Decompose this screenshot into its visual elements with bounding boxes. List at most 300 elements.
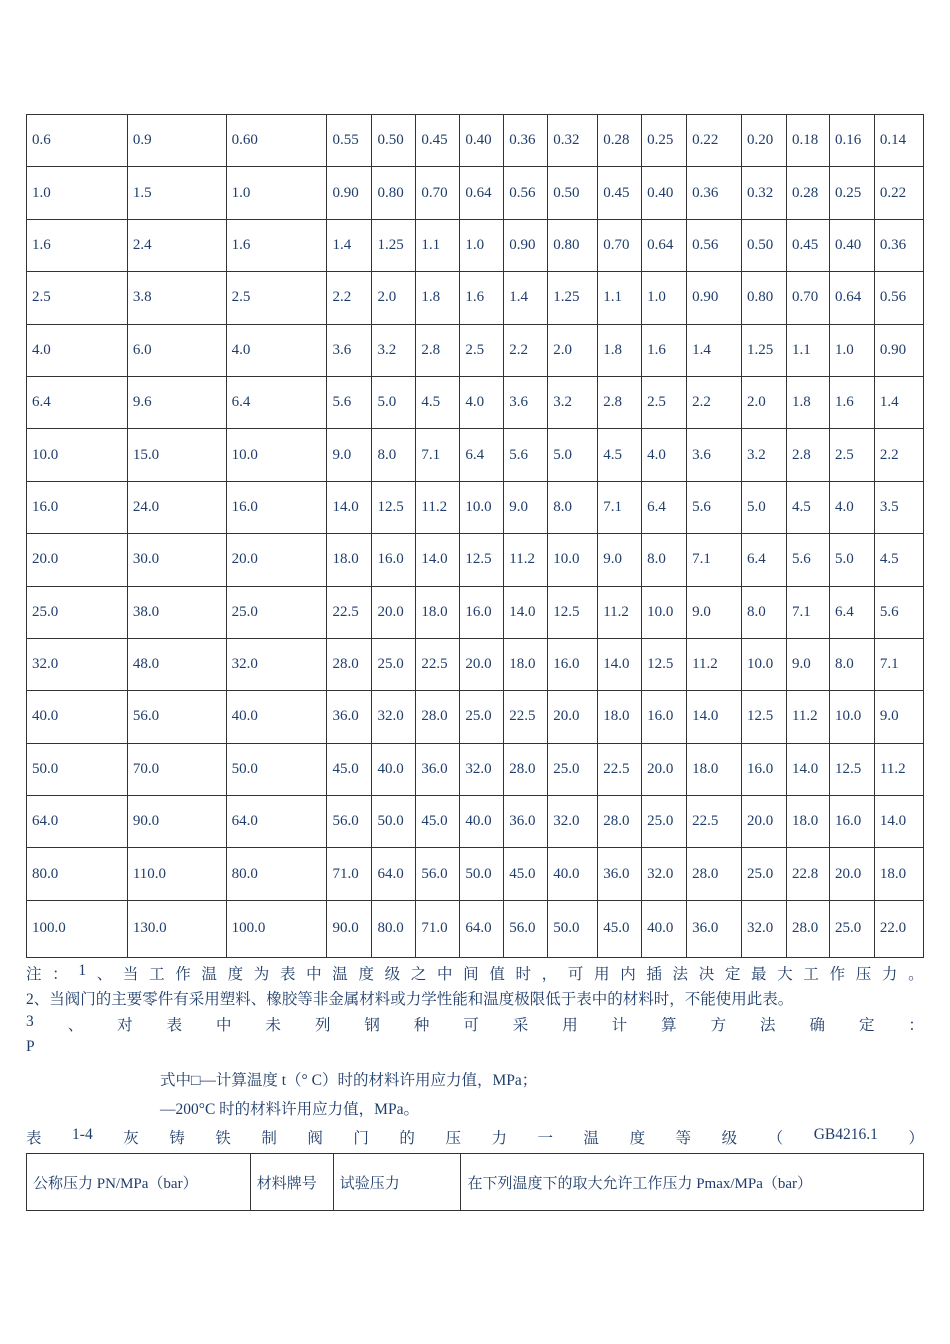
table-cell: 28.0 bbox=[687, 848, 742, 900]
table-cell: 5.0 bbox=[548, 429, 598, 481]
table-cell: 16.0 bbox=[829, 796, 874, 848]
table-cell: 25.0 bbox=[742, 848, 787, 900]
table-cell: 5.6 bbox=[874, 586, 923, 638]
text-segment: 一 bbox=[537, 1130, 554, 1147]
text-segment: 的 bbox=[399, 1130, 415, 1147]
table-cell: 28.0 bbox=[598, 796, 642, 848]
table-cell: 36.0 bbox=[327, 691, 372, 743]
table-row bbox=[27, 743, 924, 795]
text-segment: 度 bbox=[358, 966, 374, 983]
table-cell: 32.0 bbox=[548, 796, 598, 848]
table-cell: 40.0 bbox=[372, 743, 416, 795]
table-cell: 1.1 bbox=[598, 272, 642, 324]
table-cell: 28.0 bbox=[504, 743, 548, 795]
table-cell: 0.25 bbox=[829, 167, 874, 219]
table-cell: 6.4 bbox=[642, 481, 687, 533]
text-segment: 可 bbox=[463, 1017, 479, 1034]
table-cell: 0.56 bbox=[874, 272, 923, 324]
table-cell: 1.4 bbox=[687, 324, 742, 376]
table-cell: 12.5 bbox=[372, 481, 416, 533]
table-cell: 2.8 bbox=[416, 324, 460, 376]
table-cell: 0.28 bbox=[786, 167, 829, 219]
table-cell: 18.0 bbox=[327, 534, 372, 586]
table-cell: 4.5 bbox=[416, 376, 460, 428]
table-cell: 0.56 bbox=[504, 167, 548, 219]
text-segment: 时 bbox=[515, 966, 532, 983]
table-row bbox=[27, 167, 924, 219]
table-cell: 7.1 bbox=[786, 586, 829, 638]
table-cell: 10.0 bbox=[829, 691, 874, 743]
table-cell: 5.6 bbox=[687, 481, 742, 533]
text-segment: 列 bbox=[314, 1017, 331, 1034]
table-row bbox=[27, 848, 924, 900]
table-cell: 45.0 bbox=[327, 743, 372, 795]
text-segment: 铸 bbox=[169, 1130, 185, 1147]
table-cell: 0.80 bbox=[372, 167, 416, 219]
pressure-temperature-table bbox=[26, 114, 924, 958]
table-cell: 16.0 bbox=[226, 481, 327, 533]
table-cell: 16.0 bbox=[27, 481, 128, 533]
note-3 bbox=[26, 1013, 924, 1035]
table-cell: 28.0 bbox=[327, 638, 372, 690]
table-cell: 40.0 bbox=[642, 900, 687, 957]
table-cell: 5.6 bbox=[504, 429, 548, 481]
formula-line-2: —200°C 时的材料许用应力值，MPa。 bbox=[160, 1101, 419, 1118]
table-cell: 2.2 bbox=[327, 272, 372, 324]
text-segment: 3 bbox=[26, 1013, 34, 1030]
text-segment: 定 bbox=[724, 966, 741, 983]
text-segment: 决 bbox=[698, 966, 715, 983]
table-cell: 0.55 bbox=[327, 115, 372, 167]
table-cell: 14.0 bbox=[786, 743, 829, 795]
table-cell: 9.0 bbox=[598, 534, 642, 586]
text-segment: ） bbox=[908, 1130, 924, 1147]
text-segment: 注 bbox=[26, 966, 42, 983]
table-cell: 4.0 bbox=[829, 481, 874, 533]
table-cell: 50.0 bbox=[226, 743, 327, 795]
table-cell: 0.90 bbox=[327, 167, 372, 219]
text-segment: 阀 bbox=[307, 1130, 323, 1147]
text-segment: GB4216.1 bbox=[813, 1126, 878, 1143]
table-cell: 32.0 bbox=[27, 638, 128, 690]
text-segment: 1-4 bbox=[72, 1126, 93, 1143]
text-segment: 值 bbox=[489, 966, 505, 983]
table-cell: 3.6 bbox=[327, 324, 372, 376]
table-cell: 9.0 bbox=[687, 586, 742, 638]
table-cell: 2.5 bbox=[829, 429, 874, 481]
table-cell: 40.0 bbox=[548, 848, 598, 900]
table-row bbox=[27, 796, 924, 848]
table-cell: 1.0 bbox=[642, 272, 687, 324]
table-cell: 10.0 bbox=[27, 429, 128, 481]
table-cell: 56.0 bbox=[416, 848, 460, 900]
table-cell: 11.2 bbox=[874, 743, 923, 795]
table-cell: 0.22 bbox=[874, 167, 923, 219]
table-cell: 0.14 bbox=[874, 115, 923, 167]
table-cell: 50.0 bbox=[27, 743, 128, 795]
table-cell: 4.5 bbox=[598, 429, 642, 481]
table-cell: 12.5 bbox=[642, 638, 687, 690]
table-cell: 0.45 bbox=[598, 167, 642, 219]
table-cell: 15.0 bbox=[127, 429, 226, 481]
formula-line-1: 式中□—计算温度 t（° C）时的材料许用应力值，MPa； bbox=[160, 1072, 538, 1089]
table-cell: 1.6 bbox=[226, 219, 327, 271]
table-cell: 1.6 bbox=[460, 272, 504, 324]
text-segment: （ bbox=[767, 1130, 784, 1147]
table-cell: 130.0 bbox=[127, 900, 226, 957]
text-segment: 力 bbox=[881, 966, 898, 983]
text-segment: 表 bbox=[166, 1017, 183, 1034]
table-cell: 25.0 bbox=[372, 638, 416, 690]
table-cell: 64.0 bbox=[27, 796, 128, 848]
table-cell: 5.0 bbox=[829, 534, 874, 586]
table-cell: 1.4 bbox=[504, 272, 548, 324]
text-segment: 大 bbox=[777, 966, 793, 983]
table-cell: 25.0 bbox=[27, 586, 128, 638]
table-cell: 1.6 bbox=[642, 324, 687, 376]
table-cell: 50.0 bbox=[548, 900, 598, 957]
table-cell: 11.2 bbox=[504, 534, 548, 586]
text-segment: 度 bbox=[629, 1130, 646, 1147]
table-cell: 16.0 bbox=[548, 638, 598, 690]
text-segment: 温 bbox=[332, 966, 348, 983]
table-cell: 71.0 bbox=[416, 900, 460, 957]
text-segment: 方 bbox=[710, 1017, 727, 1034]
table-cell: 10.0 bbox=[548, 534, 598, 586]
table-cell: 2.5 bbox=[642, 376, 687, 428]
table-row bbox=[27, 691, 924, 743]
text-segment: 门 bbox=[353, 1130, 369, 1147]
table-cell: 11.2 bbox=[598, 586, 642, 638]
text-segment: 。 bbox=[908, 966, 924, 983]
text-segment: 表 bbox=[26, 1130, 42, 1147]
table-cell: 25.0 bbox=[460, 691, 504, 743]
header-test-pressure: 试验压力 bbox=[333, 1154, 461, 1211]
table-cell: 1.0 bbox=[226, 167, 327, 219]
text-segment: 间 bbox=[463, 966, 479, 983]
text-segment: 之 bbox=[410, 966, 427, 983]
table-cell: 0.36 bbox=[687, 167, 742, 219]
text-segment: 级 bbox=[721, 1130, 738, 1147]
table-cell: 14.0 bbox=[874, 796, 923, 848]
text-segment: 铁 bbox=[215, 1130, 231, 1147]
table-cell: 2.8 bbox=[598, 376, 642, 428]
table-cell: 0.9 bbox=[127, 115, 226, 167]
table-cell: 0.90 bbox=[874, 324, 923, 376]
table-cell: 0.20 bbox=[742, 115, 787, 167]
table-cell: 38.0 bbox=[127, 586, 226, 638]
table-cell: 2.0 bbox=[372, 272, 416, 324]
table-cell: 28.0 bbox=[786, 900, 829, 957]
table-cell: 1.4 bbox=[327, 219, 372, 271]
table-cell: 7.1 bbox=[687, 534, 742, 586]
text-segment: 确 bbox=[809, 1017, 825, 1034]
text-segment: 用 bbox=[562, 1017, 578, 1034]
table-cell: 0.90 bbox=[504, 219, 548, 271]
table-cell: 0.22 bbox=[687, 115, 742, 167]
table-cell: 70.0 bbox=[127, 743, 226, 795]
table-cell: 0.64 bbox=[642, 219, 687, 271]
table-cell: 0.6 bbox=[27, 115, 128, 167]
table-cell: 1.0 bbox=[829, 324, 874, 376]
table-cell: 90.0 bbox=[127, 796, 226, 848]
table-cell: 0.36 bbox=[504, 115, 548, 167]
text-segment: 、 bbox=[67, 1017, 84, 1034]
table-cell: 3.2 bbox=[548, 376, 598, 428]
table-cell: 4.0 bbox=[27, 324, 128, 376]
table-cell: 36.0 bbox=[687, 900, 742, 957]
text-segment: 中 bbox=[306, 966, 322, 983]
text-segment: 定 bbox=[858, 1017, 875, 1034]
table-cell: 0.56 bbox=[687, 219, 742, 271]
table-cell: 10.0 bbox=[460, 481, 504, 533]
table-cell: 1.8 bbox=[598, 324, 642, 376]
table-row bbox=[27, 900, 924, 957]
table-cell: 20.0 bbox=[829, 848, 874, 900]
table-cell: 20.0 bbox=[460, 638, 504, 690]
table-cell: 36.0 bbox=[416, 743, 460, 795]
table-row bbox=[27, 534, 924, 586]
text-segment: 为 bbox=[253, 966, 270, 983]
table-cell: 10.0 bbox=[226, 429, 327, 481]
table-cell: 5.6 bbox=[786, 534, 829, 586]
table-cell: 2.4 bbox=[127, 219, 226, 271]
table-cell: 4.5 bbox=[786, 481, 829, 533]
table-cell: 12.5 bbox=[548, 586, 598, 638]
table-cell: 3.6 bbox=[687, 429, 742, 481]
gray-iron-header-table bbox=[26, 1153, 924, 1211]
table-cell: 14.0 bbox=[327, 481, 372, 533]
header-row bbox=[27, 1154, 924, 1211]
text-segment: 未 bbox=[265, 1017, 282, 1034]
text-segment: 表 bbox=[279, 966, 296, 983]
table-row bbox=[27, 586, 924, 638]
table-cell: 56.0 bbox=[327, 796, 372, 848]
table-cell: 18.0 bbox=[874, 848, 923, 900]
table-cell: 9.0 bbox=[874, 691, 923, 743]
table-cell: 4.0 bbox=[642, 429, 687, 481]
note-1 bbox=[26, 962, 924, 984]
table-cell: 12.5 bbox=[460, 534, 504, 586]
table-cell: 0.50 bbox=[548, 167, 598, 219]
table-cell: 7.1 bbox=[874, 638, 923, 690]
text-segment: 力 bbox=[491, 1130, 507, 1147]
table-cell: 22.5 bbox=[687, 796, 742, 848]
table-cell: 0.25 bbox=[642, 115, 687, 167]
table-cell: 32.0 bbox=[742, 900, 787, 957]
text-segment: 算 bbox=[661, 1017, 677, 1034]
table-cell: 1.1 bbox=[416, 219, 460, 271]
table-cell: 0.45 bbox=[786, 219, 829, 271]
note-3-formula-p: P bbox=[26, 1038, 35, 1055]
table-cell: 45.0 bbox=[416, 796, 460, 848]
table-cell: 10.0 bbox=[642, 586, 687, 638]
table-cell: 2.0 bbox=[742, 376, 787, 428]
table-cell: 5.0 bbox=[742, 481, 787, 533]
text-segment: 最 bbox=[751, 966, 767, 983]
table-cell: 3.8 bbox=[127, 272, 226, 324]
table-cell: 64.0 bbox=[372, 848, 416, 900]
table-cell: 100.0 bbox=[27, 900, 128, 957]
header-material-grade: 材料牌号 bbox=[250, 1154, 333, 1211]
table-cell: 11.2 bbox=[786, 691, 829, 743]
table-row bbox=[27, 638, 924, 690]
table-cell: 6.4 bbox=[27, 376, 128, 428]
table-cell: 6.4 bbox=[226, 376, 327, 428]
text-segment: 工 bbox=[149, 966, 165, 983]
table-cell: 5.0 bbox=[372, 376, 416, 428]
table-cell: 1.6 bbox=[27, 219, 128, 271]
table-row bbox=[27, 376, 924, 428]
table-cell: 71.0 bbox=[327, 848, 372, 900]
table-cell: 11.2 bbox=[416, 481, 460, 533]
table-cell: 1.25 bbox=[548, 272, 598, 324]
table-cell: 56.0 bbox=[504, 900, 548, 957]
table-cell: 45.0 bbox=[598, 900, 642, 957]
table-cell: 20.0 bbox=[372, 586, 416, 638]
note-2: 2、当阀门的主要零件有采用塑料、橡胶等非金属材料或力学性能和温度极限低于表中的材料时，不能使用此表。 bbox=[26, 991, 794, 1008]
table-cell: 0.32 bbox=[548, 115, 598, 167]
table-cell: 6.4 bbox=[742, 534, 787, 586]
table-cell: 1.8 bbox=[786, 376, 829, 428]
text-segment: 可 bbox=[567, 966, 584, 983]
table-cell: 40.0 bbox=[27, 691, 128, 743]
table-cell: 64.0 bbox=[226, 796, 327, 848]
table-cell: 4.0 bbox=[460, 376, 504, 428]
table-cell: 90.0 bbox=[327, 900, 372, 957]
text-segment: 级 bbox=[384, 966, 401, 983]
table-cell: 80.0 bbox=[27, 848, 128, 900]
text-segment: 计 bbox=[611, 1017, 628, 1034]
table-cell: 0.70 bbox=[598, 219, 642, 271]
table-cell: 32.0 bbox=[226, 638, 327, 690]
table-cell: 7.1 bbox=[416, 429, 460, 481]
table-caption bbox=[26, 1126, 924, 1148]
text-segment: 压 bbox=[445, 1130, 461, 1147]
table-row bbox=[27, 219, 924, 271]
table-cell: 1.8 bbox=[416, 272, 460, 324]
table-body bbox=[27, 115, 924, 958]
table-cell: 14.0 bbox=[598, 638, 642, 690]
table-cell: 4.5 bbox=[874, 534, 923, 586]
table-cell: 25.0 bbox=[829, 900, 874, 957]
table-cell: 16.0 bbox=[460, 586, 504, 638]
table-cell: 40.0 bbox=[226, 691, 327, 743]
table-cell: 24.0 bbox=[127, 481, 226, 533]
table-cell: 10.0 bbox=[742, 638, 787, 690]
table-cell: 48.0 bbox=[127, 638, 226, 690]
table-cell: 0.80 bbox=[742, 272, 787, 324]
table-cell: 8.0 bbox=[829, 638, 874, 690]
table-cell: 18.0 bbox=[416, 586, 460, 638]
table-cell: 20.0 bbox=[27, 534, 128, 586]
table-cell: 25.0 bbox=[548, 743, 598, 795]
text-segment: 作 bbox=[175, 966, 191, 983]
text-segment: 钢 bbox=[364, 1017, 380, 1034]
table-cell: 1.25 bbox=[372, 219, 416, 271]
table-cell: 0.40 bbox=[829, 219, 874, 271]
table-cell: 0.60 bbox=[226, 115, 327, 167]
table-cell: 14.0 bbox=[687, 691, 742, 743]
table-cell: 22.5 bbox=[327, 586, 372, 638]
table-cell: 14.0 bbox=[416, 534, 460, 586]
table-cell: 64.0 bbox=[460, 900, 504, 957]
table-cell: 0.64 bbox=[829, 272, 874, 324]
table-cell: 6.0 bbox=[127, 324, 226, 376]
table-cell: 0.90 bbox=[687, 272, 742, 324]
table-cell: 16.0 bbox=[372, 534, 416, 586]
table-cell: 0.16 bbox=[829, 115, 874, 167]
table-row bbox=[27, 481, 924, 533]
table-cell: 22.0 bbox=[874, 900, 923, 957]
table-cell: 1.5 bbox=[127, 167, 226, 219]
table-cell: 1.25 bbox=[742, 324, 787, 376]
table-cell: 20.0 bbox=[742, 796, 787, 848]
table-cell: 0.50 bbox=[742, 219, 787, 271]
table-cell: 20.0 bbox=[226, 534, 327, 586]
text-segment: 法 bbox=[672, 966, 689, 983]
table-cell: 1.0 bbox=[27, 167, 128, 219]
text-segment: 工 bbox=[803, 966, 819, 983]
text-segment: 用 bbox=[594, 966, 610, 983]
text-segment: 作 bbox=[829, 966, 846, 983]
table-cell: 25.0 bbox=[226, 586, 327, 638]
text-segment: ： bbox=[52, 966, 68, 983]
table-cell: 18.0 bbox=[687, 743, 742, 795]
text-segment: 1 bbox=[78, 962, 87, 979]
table-cell: 6.4 bbox=[829, 586, 874, 638]
table-cell: 2.5 bbox=[460, 324, 504, 376]
table-row bbox=[27, 429, 924, 481]
table-cell: 9.0 bbox=[504, 481, 548, 533]
table-cell: 32.0 bbox=[372, 691, 416, 743]
table-cell: 20.0 bbox=[642, 743, 687, 795]
table-cell: 2.8 bbox=[786, 429, 829, 481]
table-cell: 20.0 bbox=[548, 691, 598, 743]
text-segment: 压 bbox=[855, 966, 872, 983]
table-cell: 0.28 bbox=[598, 115, 642, 167]
table-cell: 3.2 bbox=[742, 429, 787, 481]
table-cell: 0.64 bbox=[460, 167, 504, 219]
table-cell: 7.1 bbox=[598, 481, 642, 533]
table-cell: 30.0 bbox=[127, 534, 226, 586]
table-cell: 9.0 bbox=[327, 429, 372, 481]
table-cell: 0.80 bbox=[548, 219, 598, 271]
table-cell: 1.1 bbox=[786, 324, 829, 376]
table-cell: 0.45 bbox=[416, 115, 460, 167]
text-segment: ： bbox=[908, 1017, 924, 1034]
table-cell: 22.8 bbox=[786, 848, 829, 900]
table-cell: 0.40 bbox=[460, 115, 504, 167]
table-cell: 12.5 bbox=[829, 743, 874, 795]
table-cell: 16.0 bbox=[742, 743, 787, 795]
text-segment: ， bbox=[541, 966, 558, 983]
table-cell: 12.5 bbox=[742, 691, 787, 743]
table-row bbox=[27, 324, 924, 376]
text-segment: 采 bbox=[512, 1017, 529, 1034]
table-cell: 2.2 bbox=[687, 376, 742, 428]
table-cell: 1.4 bbox=[874, 376, 923, 428]
header-max-working-pressure: 在下列温度下的取大允许工作压力 Pmax/MPa（bar） bbox=[461, 1154, 924, 1211]
table-cell: 6.4 bbox=[460, 429, 504, 481]
table-cell: 4.0 bbox=[226, 324, 327, 376]
table-cell: 110.0 bbox=[127, 848, 226, 900]
text-segment: 种 bbox=[413, 1017, 430, 1034]
text-segment: 法 bbox=[760, 1017, 776, 1034]
text-segment: 中 bbox=[436, 966, 453, 983]
table-cell: 0.18 bbox=[786, 115, 829, 167]
table-cell: 32.0 bbox=[642, 848, 687, 900]
